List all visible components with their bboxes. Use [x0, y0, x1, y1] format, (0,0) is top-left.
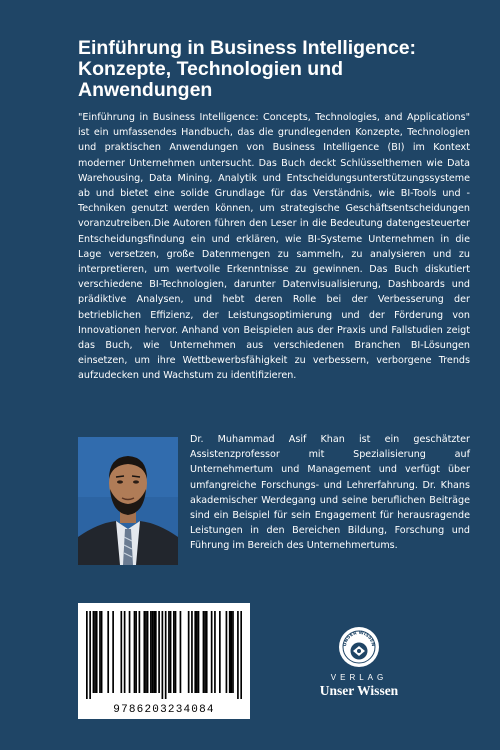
barcode-bar	[107, 611, 109, 693]
barcode-bar	[175, 611, 177, 693]
author-photo	[78, 437, 178, 565]
barcode-bar	[229, 611, 231, 693]
barcode-bar	[191, 611, 193, 693]
barcode-bar	[101, 611, 103, 693]
barcode-bar	[173, 611, 175, 693]
barcode-bar	[89, 611, 91, 699]
barcode-bar	[170, 611, 172, 693]
barcode-bar	[232, 611, 234, 693]
author-bio: Dr. Muhammad Asif Khan ist ein geschätzter Assistenzprofessor mit Spezialisierung auf Unternehmertum und Management und verfügt über umfangreiche Forschungs- und Lehrerfahrung. Dr. Khans akademischer Werdegang und seine beruflichen Beiträge sind ein Beispiel für sein Engagement für herausragende Leistungen in den Bereichen Bildung, Forschung und Führung im Bereich des Unternehmertums.	[190, 434, 470, 552]
barcode-bar	[162, 611, 164, 699]
isbn-number: 9786203234084	[113, 704, 215, 716]
publisher-emblem-icon	[337, 625, 381, 669]
barcode-bar	[145, 611, 147, 693]
barcode-bar	[237, 611, 239, 699]
barcode-bar	[194, 611, 196, 693]
barcode-bar	[153, 611, 155, 693]
publisher-logo	[304, 625, 414, 699]
barcode-bar	[158, 611, 160, 693]
book-description: "Einführung in Business Intelligence: Concepts, Technologies, and Applications" ist ein umfassendes Handbuch, das die grundlegenden Konzepte, Technologien und praktischen Anwendungen von Business Intelligence (BI) im Kontext moderner Unternehmen untersucht. Das Buch deckt Schlüsselthemen wie Data Warehousing, Data Mining, Analytik und Entscheidungsunterstützungssysteme ab und bietet eine solide Grundlage für das Verständnis, wie BI-Tools und -Techniken genutzt werden können, um strategische Geschäftsentscheidungen voranzutreiben.Die Autoren führen den Leser in die Bedeutung datengesteuerter Entscheidungsfindung ein und erklären, wie BI-Systeme Unternehmen in die Lage versetzen, große Datenmengen zu sammeln, zu analysieren und zu interpretieren, um wertvolle Erkenntnisse zu gewinnen. Das Buch diskutiert verschiedene BI-Technologien, darunter Datenvisualisierung, Dashboards und prädiktive Analysen, und hebt deren Rolle bei der Verbesserung der betrieblichen Effizienz, der Leistungsoptimierung und der Förderung von Innovationen hervor. Anhand von Beispielen aus der Praxis und Fallstudien zeigt das Buch, wie Unternehmen aus verschiedenen Branchen BI-Lösungen einsetzen, um ihre Wettbewerbsfähigkeit zu verbessern, verborgene Trends aufzudecken und Wachstum zu identifizieren.	[78, 112, 470, 382]
barcode-bar	[124, 611, 126, 693]
barcode-bar	[120, 611, 122, 693]
barcode-bar	[152, 611, 154, 693]
barcode-bar	[94, 611, 96, 693]
barcode-bar	[211, 611, 213, 693]
barcode-bar	[168, 611, 170, 693]
barcode-bar	[147, 611, 149, 693]
barcode-bar	[188, 611, 190, 693]
barcode-bar	[135, 611, 137, 693]
barcode-bar	[214, 611, 216, 693]
barcode-bar	[198, 611, 200, 693]
barcode-bar	[93, 611, 95, 693]
barcode-bar	[240, 611, 242, 699]
barcode-bar	[206, 611, 208, 693]
svg-text:UNSER WISSEN: UNSER WISSEN	[342, 630, 376, 647]
barcode-bar	[112, 611, 114, 693]
barcode-bar	[96, 611, 98, 693]
barcode-bar	[180, 611, 182, 693]
barcode-bar	[99, 611, 101, 693]
barcode-bar	[196, 611, 198, 693]
barcode-bar	[129, 611, 131, 693]
barcode-bar	[155, 611, 157, 693]
publisher-name: Unser Wissen	[319, 683, 399, 698]
barcode-bar	[165, 611, 167, 699]
barcode-bar	[86, 611, 88, 699]
barcode-bar	[139, 611, 141, 693]
barcode-bar	[203, 611, 205, 693]
publisher-verlag-label: VERLAG	[330, 673, 388, 682]
barcode-bar	[134, 611, 136, 693]
barcode-bar	[231, 611, 233, 693]
barcode-bar	[226, 611, 228, 693]
barcode-bar	[204, 611, 206, 693]
barcode-bar	[143, 611, 145, 693]
book-title: Einführung in Business Intelligence: Konzepte, Technologien und Anwendungen	[78, 37, 417, 101]
barcode-bar	[150, 611, 152, 693]
barcode-bars	[86, 611, 242, 699]
barcode-bar	[219, 611, 221, 693]
isbn-barcode	[78, 603, 250, 719]
